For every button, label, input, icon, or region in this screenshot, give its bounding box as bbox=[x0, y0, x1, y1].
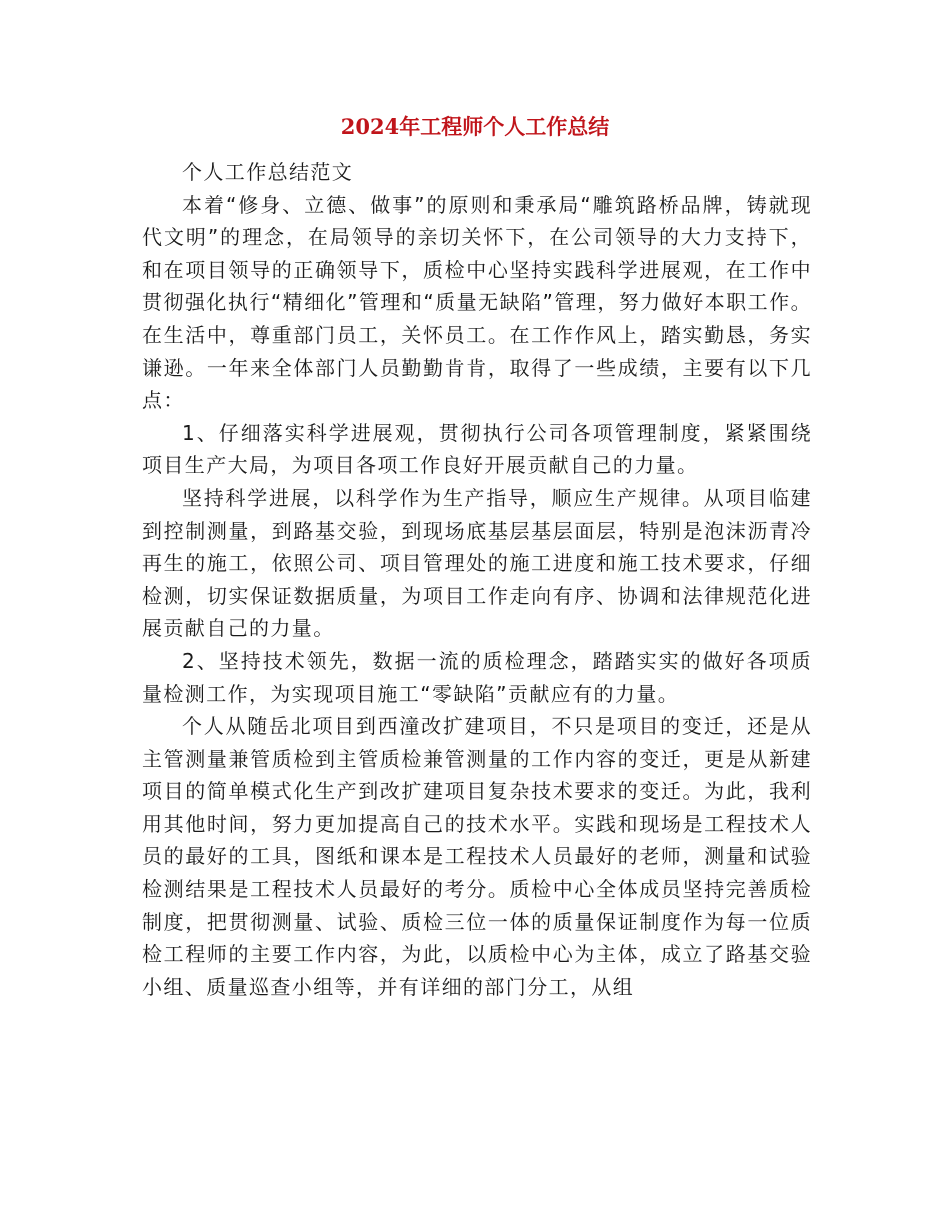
paragraph-point-2: 2、坚持技术领先，数据一流的质检理念，踏踏实实的做好各项质量检测工作，为实现项目施工“零缺陷”贡献应有的力量。 bbox=[142, 648, 812, 706]
paragraph-point-2-detail: 个人从随岳北项目到西潼改扩建项目，不只是项目的变迁，还是从主管测量兼管质检到主管质检兼管测量的工作内容的变迁，更是从新建项目的简单模式化生产到改扩建项目复杂技术要求的变迁。为此，我利用其他时间，努力更加提高自己的技术水平。实践和现场是工程技术人员的最好的工具，图纸和课本是工程技术人员最好的老师，测量和试验检测结果是工程技术人员最好的考分。质检中心全体成员坚持完善质检制度，把贯彻测量、试验、质检三位一体的质量保证制度作为每一位质检工程师的主要工作内容，为此，以质检中心为主体，成立了路基交验小组、质量巡查小组等，并有详细的部门分工，从组 bbox=[142, 714, 812, 999]
paragraph-point-1: 1、仔细落实科学进展观，贯彻执行公司各项管理制度，紧紧围绕项目生产大局，为项目各项工作良好开展贡献自己的力量。 bbox=[142, 420, 812, 478]
document-body bbox=[142, 156, 812, 1003]
document-title: 2024年工程师个人工作总结 bbox=[340, 114, 610, 139]
paragraph-point-1-detail: 坚持科学进展，以科学作为生产指导，顺应生产规律。从项目临建到控制测量，到路基交验，到现场底基层基层面层，特别是泡沫沥青冷再生的施工，依照公司、项目管理处的施工进度和施工技术要求，仔细检测，切实保证数据质量，为项目工作走向有序、协调和法律规范化进展贡献自己的力量。 bbox=[142, 485, 812, 641]
paragraph-intro: 本着“修身、立德、做事”的原则和秉承局“雕筑路桥品牌，铸就现代文明”的理念，在局领导的亲切关怀下，在公司领导的大力支持下，和在项目领导的正确领导下，质检中心坚持实践科学进展观，在工作中贯彻强化执行“精细化”管理和“质量无缺陷”管理，努力做好本职工作。在生活中，尊重部门员工，关怀员工。在工作作风上，踏实勤恳，务实谦逊。一年来全体部门人员勤勤肯肯，取得了一些成绩，主要有以下几点： bbox=[142, 192, 812, 413]
paragraph-subtitle: 个人工作总结范文 bbox=[182, 160, 354, 184]
